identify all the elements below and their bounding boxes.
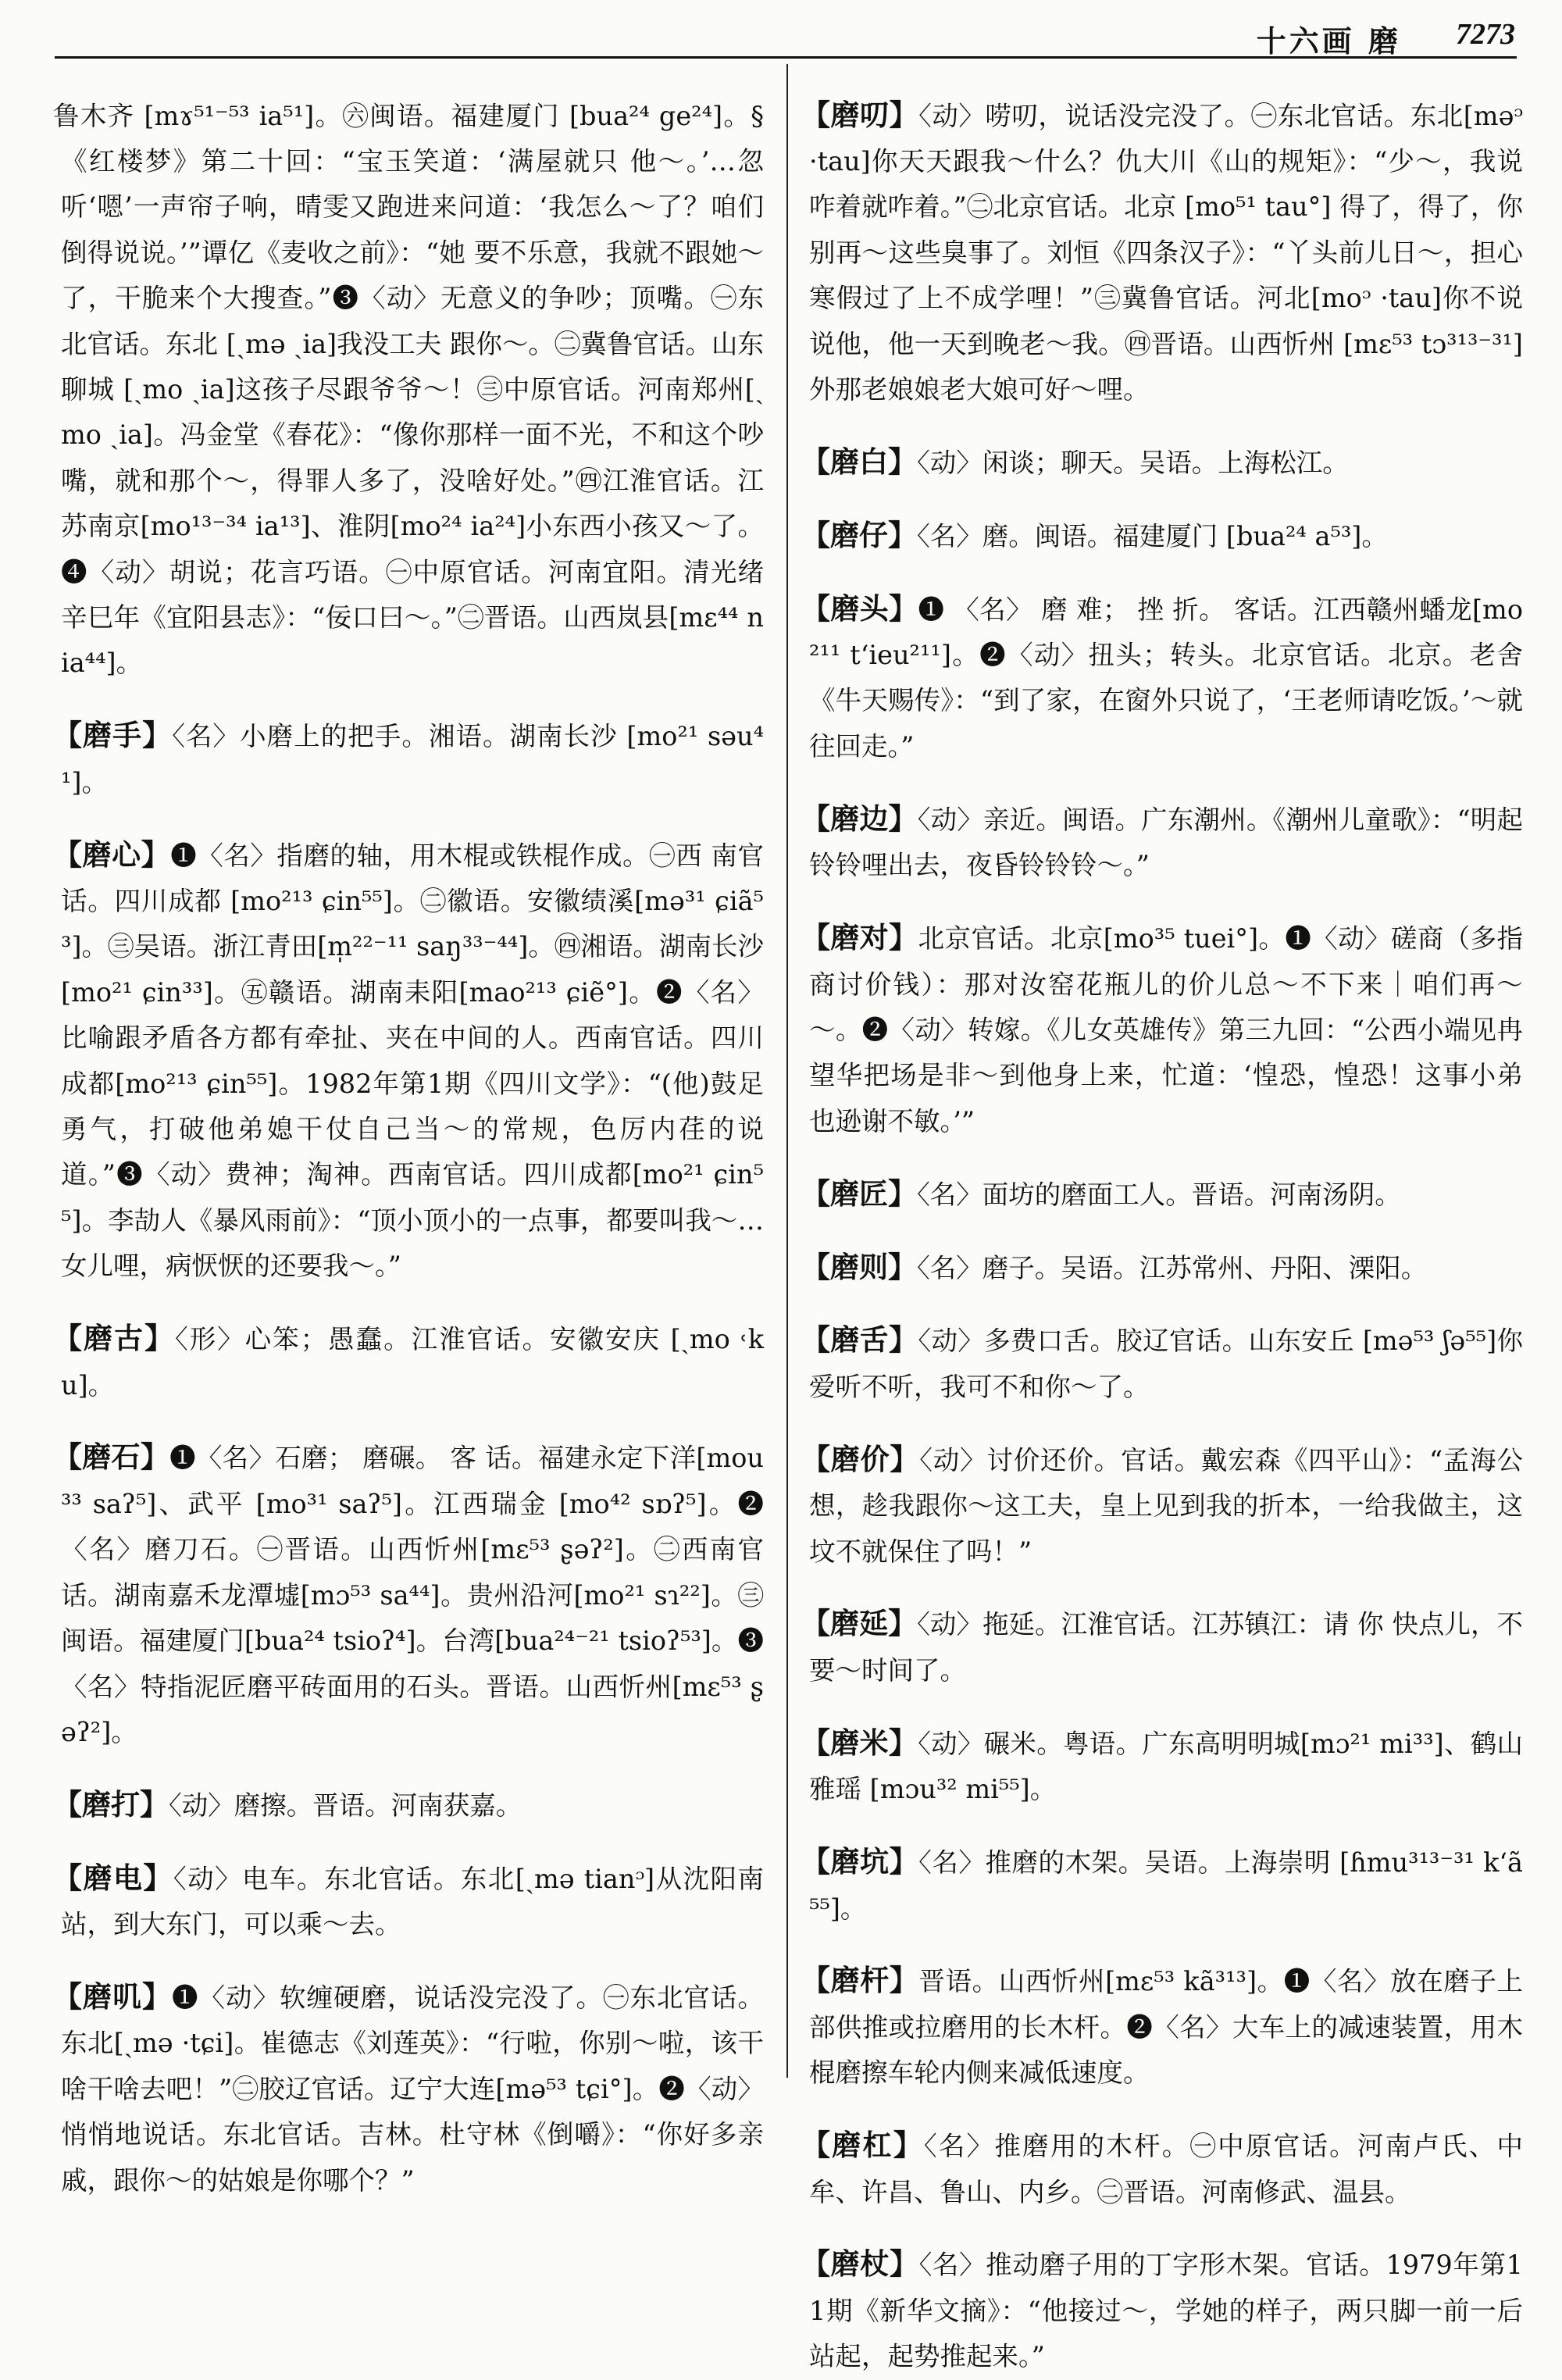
entry-headword: 【磨叨】 (801, 97, 919, 132)
left-column (53, 66, 765, 2196)
dictionary-entry (801, 915, 1523, 1144)
entry-text: 〈形〉心笨；愚蠢。江淮官话。安徽安庆 [ˏmo ˓ku]。 (61, 1324, 765, 1401)
entry-text: 〈动〉闲谈；聊天。吴语。上海松江。 (917, 447, 1349, 478)
entry-headword: 【磨头】 (801, 591, 918, 626)
entry-text: 〈动〉碾米。粤语。广东高明明城[mɔ²¹ mi³³]、鹤山雅瑶 [mɔu³² mi⁵⁵]。 (809, 1728, 1524, 1805)
entry-headword: 【磨价】 (801, 1441, 920, 1476)
entry-headword: 【磨匠】 (801, 1176, 917, 1211)
dictionary-entry (53, 1782, 764, 1829)
dictionary-entry (801, 1720, 1524, 1813)
entry-headword: 【磨电】 (53, 1860, 173, 1895)
entry-headword: 【磨石】 (53, 1440, 170, 1475)
section-title: 十六画 磨 (1256, 23, 1401, 59)
entry-headword: 【磨杆】 (801, 1963, 919, 1998)
dictionary-entry (801, 1244, 1523, 1291)
dictionary-entry (801, 1600, 1524, 1693)
entry-text: 晋语。山西忻州[mɛ⁵³ kã³¹³]。❶〈名〉放在磨子上部供推或拉磨用的长木杆。❷〈名〉大车上的减速装置，用木棍磨擦车轮内侧来减低速度。 (809, 1966, 1524, 2089)
dictionary-entry (801, 796, 1523, 889)
entry-headword: 【磨叽】 (53, 1979, 172, 2014)
entry-text: 北京官话。北京[mo³⁵ tuei°]。❶〈动〉磋商（多指商讨价钱）：那对汝窑花瓶儿的价儿总～不下来｜咱们再～～。❷〈动〉转嫁。《儿女英雄传》第三九回：“公西小端见冉望华把场是非～到他身上来，忙道：‘惶恐，惶恐！这事小弟也逊谢不敏。’” (809, 923, 1523, 1136)
entry-text: 〈名〉推磨用的木杆。㊀中原官话。河南卢氏、中牟、许昌、鲁山、内乡。㊁晋语。河南修武、温县。 (809, 2131, 1524, 2207)
dictionary-entry (801, 92, 1523, 413)
entry-headword: 【磨边】 (801, 801, 918, 836)
page-header (0, 0, 1562, 59)
entry-text: ❶〈动〉软缠硬磨，说话没完没了。㊀东北官话。东北[ˏmə ·tɕi]。崔德志《刘莲英》：“行啦，你别～啦，该干啥干啥去吧！”㊁胶辽官话。辽宁大连[mə⁵³ tɕi°]。❷〈动〉悄悄地说话。东北官话。吉林。杜守林《倒嚼》：“你好多亲戚，跟你～的姑娘是你哪个？” (61, 1982, 764, 2196)
dictionary-entry (801, 1957, 1524, 2096)
entry-headword: 【磨打】 (53, 1786, 169, 1822)
entry-text: 〈动〉亲近。闽语。广东潮州。《潮州儿童歌》：“明起铃铃哩出去，夜昏铃铃铃～。” (809, 804, 1523, 881)
entry-headword: 【磨心】 (53, 837, 171, 872)
entry-headword: 【磨杠】 (801, 2128, 924, 2163)
entry-text: 〈名〉面坊的磨面工人。晋语。河南汤阴。 (917, 1179, 1401, 1210)
entry-headword: 【磨舌】 (801, 1322, 918, 1358)
entry-text: 〈动〉磨擦。晋语。河南获嘉。 (169, 1789, 522, 1821)
entry-headword: 【磨古】 (53, 1321, 175, 1356)
header-rule (55, 56, 1517, 59)
entry-text: 〈动〉唠叨，说话没完没了。㊀东北官话。东北[məᵓ ·tau]你天天跟我～什么？仇大川《山的规矩》：“少～，我说咋着就咋着。”㊁北京官话。北京 [mo⁵¹ tau°] 得了，得了，你别再～这些臭事了。刘恒《四条汉子》：“丫头前儿日～，担心寒假过了上不成学哩！”㊂冀鲁官话。河北[moᵓ ·tau]你不说说他，他一天到晚老～我。㊃晋语。山西忻州 [mɛ⁵³ tɔ³¹³⁻³¹] 外那老娘娘老大娘可好～哩。 (809, 100, 1523, 405)
entry-headword: 【磨米】 (801, 1725, 918, 1760)
entry-text: 〈动〉多费口舌。胶辽官话。山东安丘 [mə⁵³ ʃə⁵⁵]你爱听不听，我可不和你～了。 (809, 1326, 1524, 1402)
entry-text: 〈名〉推动磨子用的丁字形木架。官话。1979年第11期《新华文摘》：“他接过～，学她的样子，两只脚一前一后站起，起势推起来。” (809, 2250, 1523, 2372)
dictionary-entry (53, 832, 765, 1290)
dictionary-entry (53, 1315, 765, 1408)
dictionary-entry (801, 2241, 1523, 2379)
entry-headword: 【磨坑】 (801, 1844, 919, 1879)
entry-text: 〈动〉讨价还价。官话。戴宏森《四平山》：“孟海公想，趁我跟你～这工夫，皇上见到我的折本，一给我做主，这坟不就保住了吗！” (809, 1444, 1523, 1567)
entry-text: ❶ 〈名〉 磨 难； 挫 折。 客话。江西赣州蟠龙[mo²¹¹ t‘ieu²¹¹]。❷〈动〉扭头；转头。北京官话。北京。老舍《牛天赐传》：“到了家，在窗外只说了，‘王老师请吃饭。’～就往回走。” (809, 594, 1523, 762)
entry-text: 〈名〉磨。闽语。福建厦门 [bua²⁴ a⁵³]。 (917, 520, 1388, 551)
entry-headword: 【磨白】 (801, 444, 917, 479)
entry-text: 〈名〉磨子。吴语。江苏常州、丹阳、溧阳。 (917, 1252, 1428, 1283)
entry-text: 〈动〉电车。东北官话。东北[ˏmə tianᵓ]从沈阳南站，到大东门，可以乘～去。 (61, 1863, 764, 1940)
entry-text: ❶〈名〉石磨； 磨碾。 客 话。福建永定下洋[mou³³ saʔ⁵]、武平 [mo³¹ saʔ⁵]。江西瑞金 [mo⁴² sɒʔ⁵]。❷〈名〉磨刀石。㊀晋语。山西忻州[mɛ⁵³ ʂəʔ²]。㊁西南官话。湖南嘉禾龙潭墟[mɔ⁵³ sa⁴⁴]。贵州沿河[mo²¹ sɿ²²]。㊂闽语。福建厦门[bua²⁴ tsioʔ⁴]。台湾[bua²⁴⁻²¹ tsioʔ⁵³]。❸〈名〉特指泥匠磨平砖面用的石头。晋语。山西忻州[mɛ⁵³ ʂəʔ²]。 (61, 1443, 765, 1747)
dictionary-entry (53, 1855, 764, 1948)
dictionary-entry (801, 1839, 1523, 1932)
entry-headword: 【磨对】 (801, 920, 918, 955)
right-column (801, 66, 1524, 2372)
entry-text: 〈动〉拖延。江淮官话。江苏镇江：请 你 快点儿，不要～时间了。 (809, 1609, 1524, 1686)
dictionary-entry (801, 1436, 1523, 1575)
entry-headword: 【磨仔】 (801, 517, 917, 552)
dictionary-entry (53, 1974, 764, 2203)
entry-text: 〈名〉小磨上的把手。湘语。湖南长沙 [mo²¹ səu⁴¹]。 (61, 721, 764, 797)
entry-headword: 【磨则】 (801, 1249, 917, 1284)
dictionary-entry (53, 712, 764, 805)
page-number: 7273 (1456, 18, 1515, 51)
dictionary-entry (801, 1317, 1524, 1410)
dictionary-entry (801, 2122, 1524, 2215)
entry-headword: 【磨杖】 (801, 2246, 919, 2282)
dictionary-entry (801, 586, 1523, 770)
entry-text: 〈名〉推磨的木架。吴语。上海崇明 [ɦmu³¹³⁻³¹ k‘ã⁵⁵]。 (809, 1847, 1523, 1924)
entry-text: 鲁木齐 [mɤ⁵¹⁻⁵³ ia⁵¹]。㊅闽语。福建厦门 [bua²⁴ ge²⁴]。§《红楼梦》第二十回：“宝玉笑道：‘满屋就只 他～。’…忽听‘嗯’一声帘子响，晴雯又跑进来问道：‘我怎么～了？咱们倒得说说。’”谭亿《麦收之前》：“她 要不乐意，我就不跟她～了，干脆来个大搜查。”❸〈动〉无意义的争吵；顶嘴。㊀东北官话。东北 [ˏmə ˏia]我没工夫 跟你～。㊁冀鲁官话。山东聊城 [ˏmo ˏia]这孩子尽跟爷爷～！㊂中原官话。河南郑州[ˏmo ˏia]。冯金堂《春花》：“像你那样一面不光，不和这个吵嘴，就和那个～，得罪人多了，没啥好处。”㊃江淮官话。江苏南京[mo¹³⁻³⁴ ia¹³]、淮阴[mo²⁴ ia²⁴]小东西小孩又～了。❹〈动〉胡说；花言巧语。㊀中原官话。河南宜阳。清光绪辛巳年《宜阳县志》：“佞口曰～。”㊁晋语。山西岚县[mɛ⁴⁴ nia⁴⁴]。 (53, 100, 764, 679)
dictionary-entry (53, 92, 764, 687)
entry-text: ❶〈名〉指磨的轴，用木棍或铁棍作成。㊀西 南官话。四川成都 [mo²¹³ ɕin⁵⁵]。㊁徽语。安徽绩溪[mə³¹ ɕiã⁵³]。㊂吴语。浙江青田[m̩²²⁻¹¹ saŋ³³⁻⁴⁴]。㊃湘语。湖南长沙[mo²¹ ɕin³³]。㊄赣语。湖南耒阳[mao²¹³ ɕiẽ°]。❷〈名〉比喻跟矛盾各方都有牵扯、夹在中间的人。西南官话。四川成都[mo²¹³ ɕin⁵⁵]。1982年第1期《四川文学》：“(他)鼓足勇气，打破他弟媳干仗自己当～的常规，色厉内荏的说道。”❸〈动〉费神；淘神。西南官话。四川成都[mo²¹ ɕin⁵⁵]。李劼人《暴风雨前》：“顶小顶小的一点事，都要叫我～…女儿哩，病恹恹的还要我～。” (61, 840, 765, 1282)
dictionary-entry (801, 439, 1523, 486)
entry-headword: 【磨延】 (801, 1606, 918, 1641)
dictionary-entry (53, 1434, 765, 1755)
entry-headword: 【磨手】 (53, 718, 173, 753)
dictionary-entry (801, 1171, 1523, 1218)
column-divider (786, 64, 788, 2078)
dictionary-entry (801, 512, 1523, 559)
